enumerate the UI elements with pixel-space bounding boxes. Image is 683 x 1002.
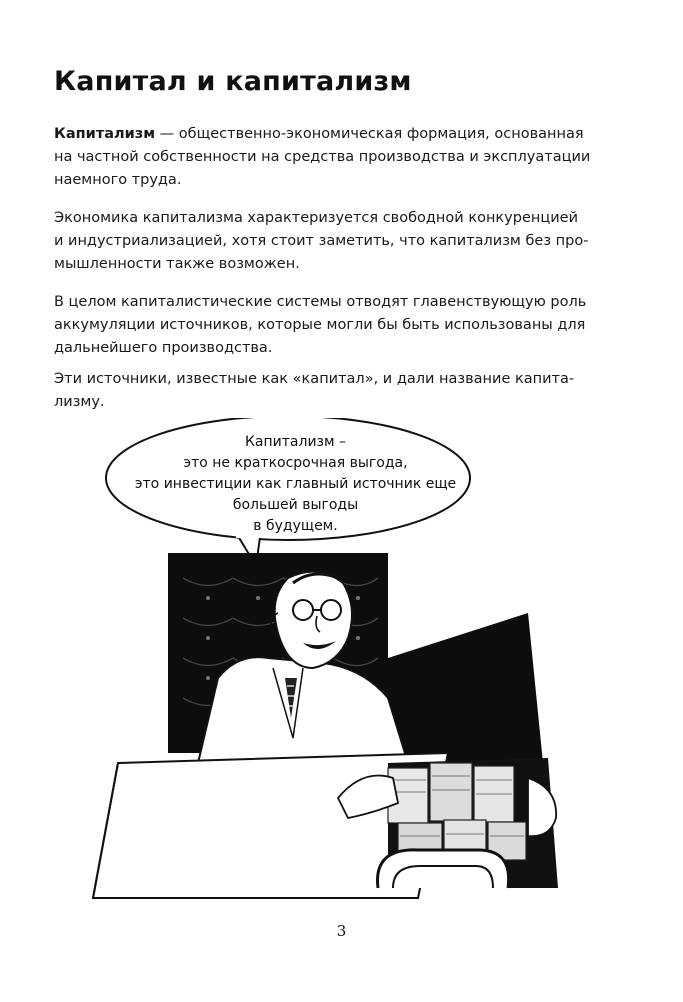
paragraph-text: мышленности также возможен. bbox=[54, 256, 300, 272]
speech-bubble-text bbox=[118, 432, 473, 537]
briefcase-lid bbox=[388, 613, 543, 763]
speech-line: большей выгоды bbox=[232, 497, 359, 513]
paragraph-text: В целом капиталистические системы отводят главенствующую роль bbox=[54, 294, 587, 310]
page-title: Капитал и капитализм bbox=[54, 66, 412, 97]
speech-line: в будущем. bbox=[253, 518, 338, 534]
paragraph-text: дальнейшего производства. bbox=[54, 340, 273, 356]
paragraph-text: — общественно-экономическая формация, основанная bbox=[155, 126, 584, 142]
speech-line: это инвестиции как главный источник еще bbox=[134, 476, 457, 492]
paragraph-text: на частной собственности на средства производства и эксплуатации bbox=[54, 149, 591, 165]
paragraph-systems bbox=[54, 291, 614, 360]
paragraph-text: наемного труда. bbox=[54, 172, 182, 188]
speech-line: это не краткосрочная выгода, bbox=[183, 455, 408, 471]
paragraph-sources bbox=[54, 368, 614, 414]
paragraph-text: Экономика капитализма характеризуется свободной конкуренцией bbox=[54, 210, 579, 226]
paragraph-definition bbox=[54, 123, 614, 192]
money-stacks bbox=[388, 763, 526, 863]
speech-line: Капитализм – bbox=[244, 434, 346, 450]
paragraph-text: аккумуляции источников, которые могли бы быть использованы для bbox=[54, 317, 586, 333]
term-capitalism: Капитализм bbox=[54, 126, 156, 142]
page-number: 3 bbox=[336, 922, 347, 940]
paragraph-text: Эти источники, известные как «капитал», и дали название капита- bbox=[54, 371, 575, 387]
paragraph-text: и индустриализацией, хотя стоит заметить, что капитализм без про- bbox=[54, 233, 589, 249]
paragraph-economy bbox=[54, 207, 614, 276]
paragraph-text: лизму. bbox=[54, 394, 105, 410]
